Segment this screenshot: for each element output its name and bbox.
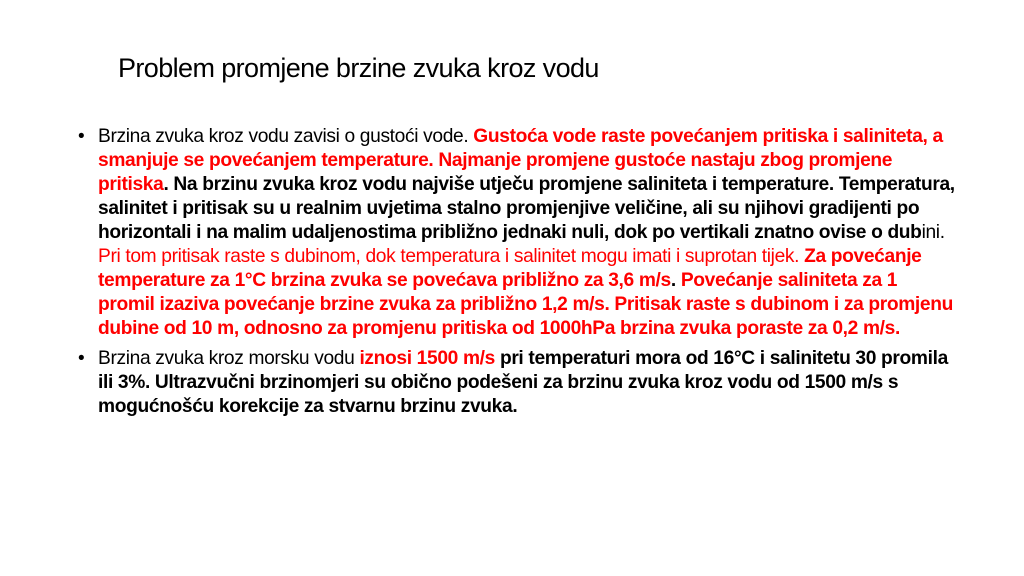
text-segment: Brzina zvuka kroz morsku vodu: [98, 348, 360, 369]
text-segment-red: Pri tom pritisak raste s dubinom, dok temperatura i salinitet mogu imati i suprotan tijek.: [98, 246, 805, 267]
text-segment: ini.: [921, 222, 945, 243]
text-segment-highlight: Povećanje saliniteta za 1 promil izaziva povećanje brzine zvuka za približno 1,2 m/s. Pritisak raste s dubinom i za promjenu dubine od 10 m, odnosno za promjenu pritiska od 1000hPa brzina zvuka poraste za 0,2 m/s.: [98, 270, 953, 339]
text-segment-bold: . Na brzinu zvuka kroz vodu najviše utječu promjene saliniteta i temperature. Temperatura, salinitet i pritisak su u realnim uvjetima stalno promjenjive veličine, ali su njihovi gradijenti po horizontali i na malim udaljenostima približno jednaki nuli, dok po vertikali znatno ovise o dub: [98, 174, 955, 243]
text-segment-highlight: iznosi 1500 m/s: [359, 348, 495, 369]
text-segment: Brzina zvuka kroz vodu zavisi o gustoći vode.: [98, 126, 474, 147]
text-segment-highlight: Gustoća vode raste povećanjem pritiska i saliniteta, a smanjuje se povećanjem temperature. Najmanje promjene gustoće nastaju zbog promjene pritiska: [98, 126, 943, 195]
text-segment-bold: pri temperaturi mora od 16°C i salinitetu 30 promila ili 3%. Ultrazvučni brzinomjeri su obično podešeni za brzinu zvuka kroz vodu od 1500 m/s s mogućnošću korekcije za stvarnu brzinu zvuka.: [98, 348, 948, 417]
bullet-item-2: [78, 347, 956, 419]
slide-body: [78, 125, 956, 425]
bullet-glyph: •: [78, 348, 85, 369]
bullet-1-text: [98, 126, 955, 339]
bullet-2-text: [98, 348, 948, 417]
bullet-item-1: [78, 125, 956, 341]
slide-title: Problem promjene brzine zvuka kroz vodu: [118, 53, 599, 83]
bullet-glyph: •: [78, 126, 85, 147]
text-segment-highlight: Za povećanje temperature za 1°C brzina zvuka se povećava približno za 3,6 m/s: [98, 246, 922, 291]
text-segment-bold: .: [670, 270, 681, 291]
